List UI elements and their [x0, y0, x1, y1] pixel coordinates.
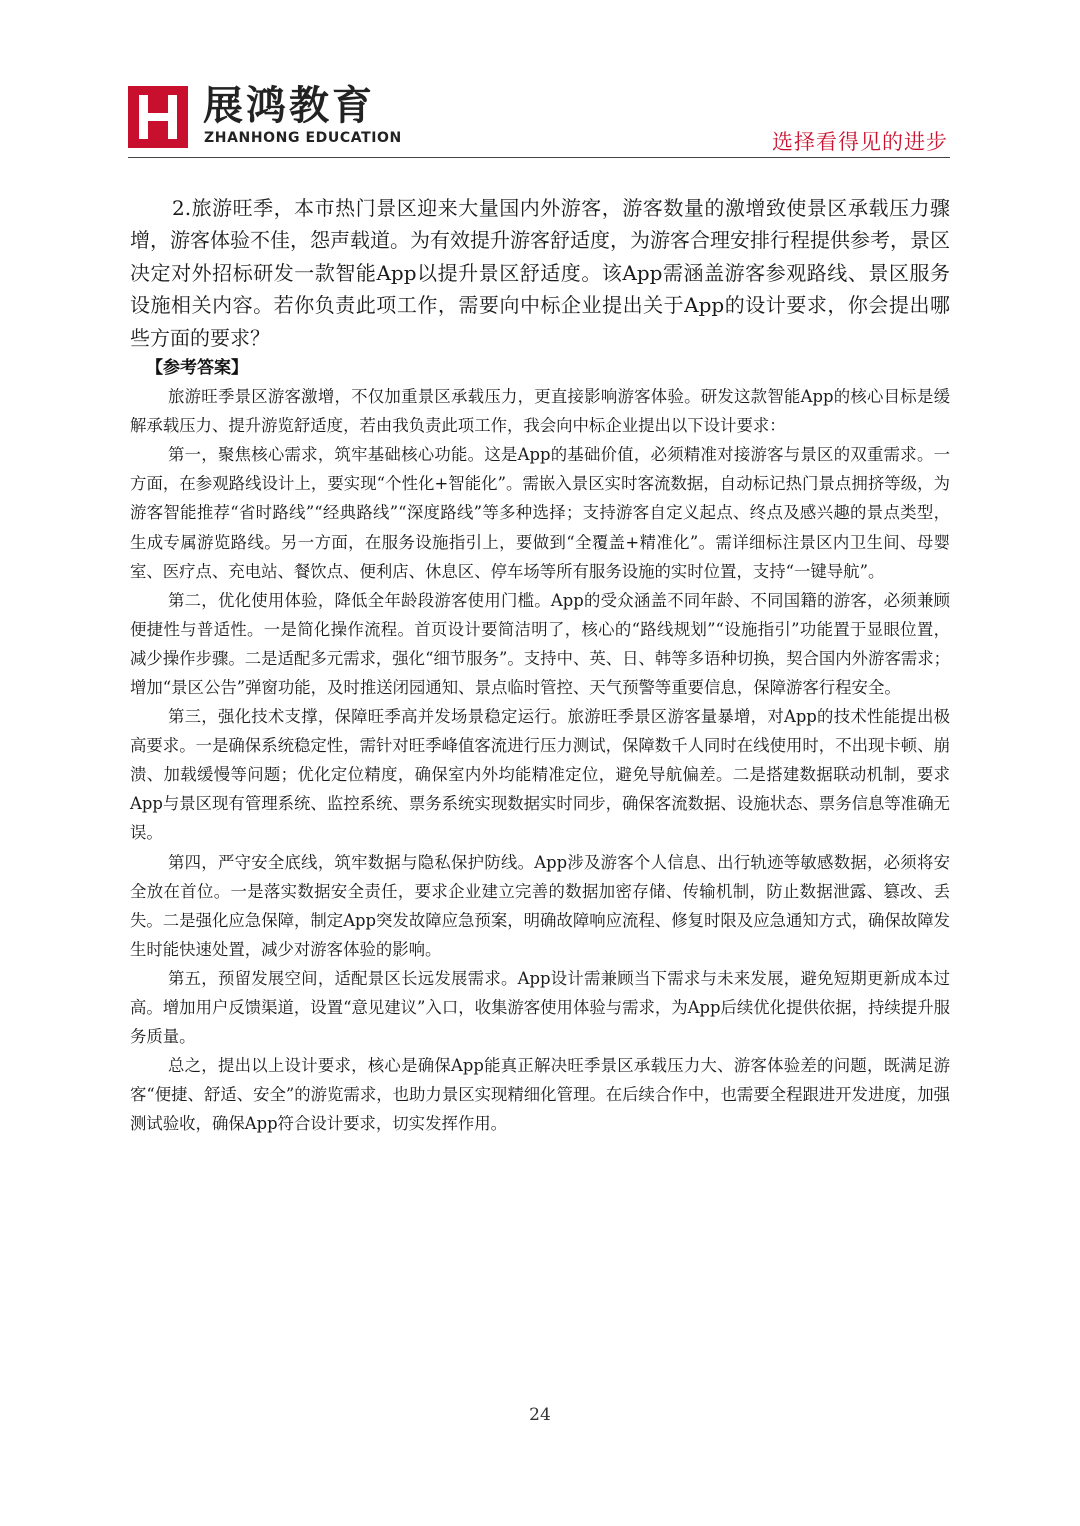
header-divider: [128, 157, 950, 158]
answer-heading: 【参考答案】: [146, 358, 248, 379]
answer-paragraph-first: 第一，聚焦核心需求，筑牢基础核心功能。这是App的基础价值，必须精准对接游客与景区的双重需求。一方面，在参观路线设计上，要实现“个性化+智能化”。需嵌入景区实时客流数据，自动标记热门景点拥挤等级，为游客智能推荐“省时路线”“经典路线”“深度路线”等多种选择；支持游客自定义起点、终点及感兴趣的景点类型，生成专属游览路线。另一方面，在服务设施指引上，要做到“全覆盖+精准化”。需详细标注景区内卫生间、母婴室、医疗点、充电站、餐饮点、便利店、休息区、停车场等所有服务设施的实时位置，支持“一键导航”。: [130, 445, 950, 581]
page-header: [128, 82, 950, 162]
zhanhong-logo-icon: [128, 86, 188, 148]
question-text: 2.旅游旺季，本市热门景区迎来大量国内外游客，游客数量的激增致使景区承载压力骤增，游客体验不佳，怨声载道。为有效提升游客舒适度，为游客合理安排行程提供参考，景区决定对外招标研发一款智能App以提升景区舒适度。该App需涵盖游客参观路线、景区服务设施相关内容。若你负责此项工作，需要向中标企业提出关于App的设计要求，你会提出哪些方面的要求？: [130, 196, 950, 350]
answer-paragraph-fourth: 第四，严守安全底线，筑牢数据与隐私保护防线。App涉及游客个人信息、出行轨迹等敏感数据，必须将安全放在首位。一是落实数据安全责任，要求企业建立完善的数据加密存储、传输机制，防止数据泄露、篡改、丢失。二是强化应急保障，制定App突发故障应急预案，明确故障响应流程、修复时限及应急通知方式，确保故障发生时能快速处置，减少对游客体验的影响。: [130, 852, 950, 959]
page-number: 24: [529, 1405, 551, 1425]
answer-paragraph-third: 第三，强化技术支撑，保障旺季高并发场景稳定运行。旅游旺季景区游客量暴增，对App的技术性能提出极高要求。一是确保系统稳定性，需针对旺季峰值客流进行压力测试，保障数千人同时在线使用时，不出现卡顿、崩溃、加载缓慢等问题；优化定位精度，确保室内外均能精准定位，避免导航偏差。二是搭建数据联动机制，要求App与景区现有管理系统、监控系统、票务系统实现数据实时同步，确保客流数据、设施状态、票务信息等准确无误。: [130, 707, 950, 843]
brand-name-en: ZHANHONG EDUCATION: [204, 130, 402, 146]
brand-name-cn: 展鸿教育: [203, 83, 375, 129]
answer-paragraph-summary: 总之，提出以上设计要求，核心是确保App能真正解决旺季景区承载压力大、游客体验差的问题，既满足游客“便捷、舒适、安全”的游览需求，也助力景区实现精细化管理。在后续合作中，也需要全程跟进开发进度，加强测试验收，确保App符合设计要求，切实发挥作用。: [130, 1056, 950, 1134]
answer-paragraph-fifth: 第五，预留发展空间，适配景区长远发展需求。App设计需兼顾当下需求与未来发展，避免短期更新成本过高。增加用户反馈渠道，设置“意见建议”入口，收集游客使用体验与需求，为App后续优化提供依据，持续提升服务质量。: [130, 968, 950, 1047]
answer-paragraph-second: 第二，优化使用体验，降低全年龄段游客使用门槛。App的受众涵盖不同年龄、不同国籍的游客，必须兼顾便捷性与普适性。一是简化操作流程。首页设计要简洁明了，核心的“路线规划”“设施指引”功能置于显眼位置，减少操作步骤。二是适配多元需求，强化“细节服务”。支持中、英、日、韩等多语种切换，契合国内外游客需求；增加“景区公告”弹窗功能，及时推送闭园通知、景点临时管控、天气预警等重要信息，保障游客行程安全。: [130, 590, 950, 697]
answer-paragraph-intro: 旅游旺季景区游客激增，不仅加重景区承载压力，更直接影响游客体验。研发这款智能App的核心目标是缓解承载压力、提升游览舒适度，若由我负责此项工作，我会向中标企业提出以下设计要求：: [130, 387, 950, 436]
page-content: [130, 192, 950, 1138]
brand-slogan: 选择看得见的进步: [772, 130, 948, 154]
